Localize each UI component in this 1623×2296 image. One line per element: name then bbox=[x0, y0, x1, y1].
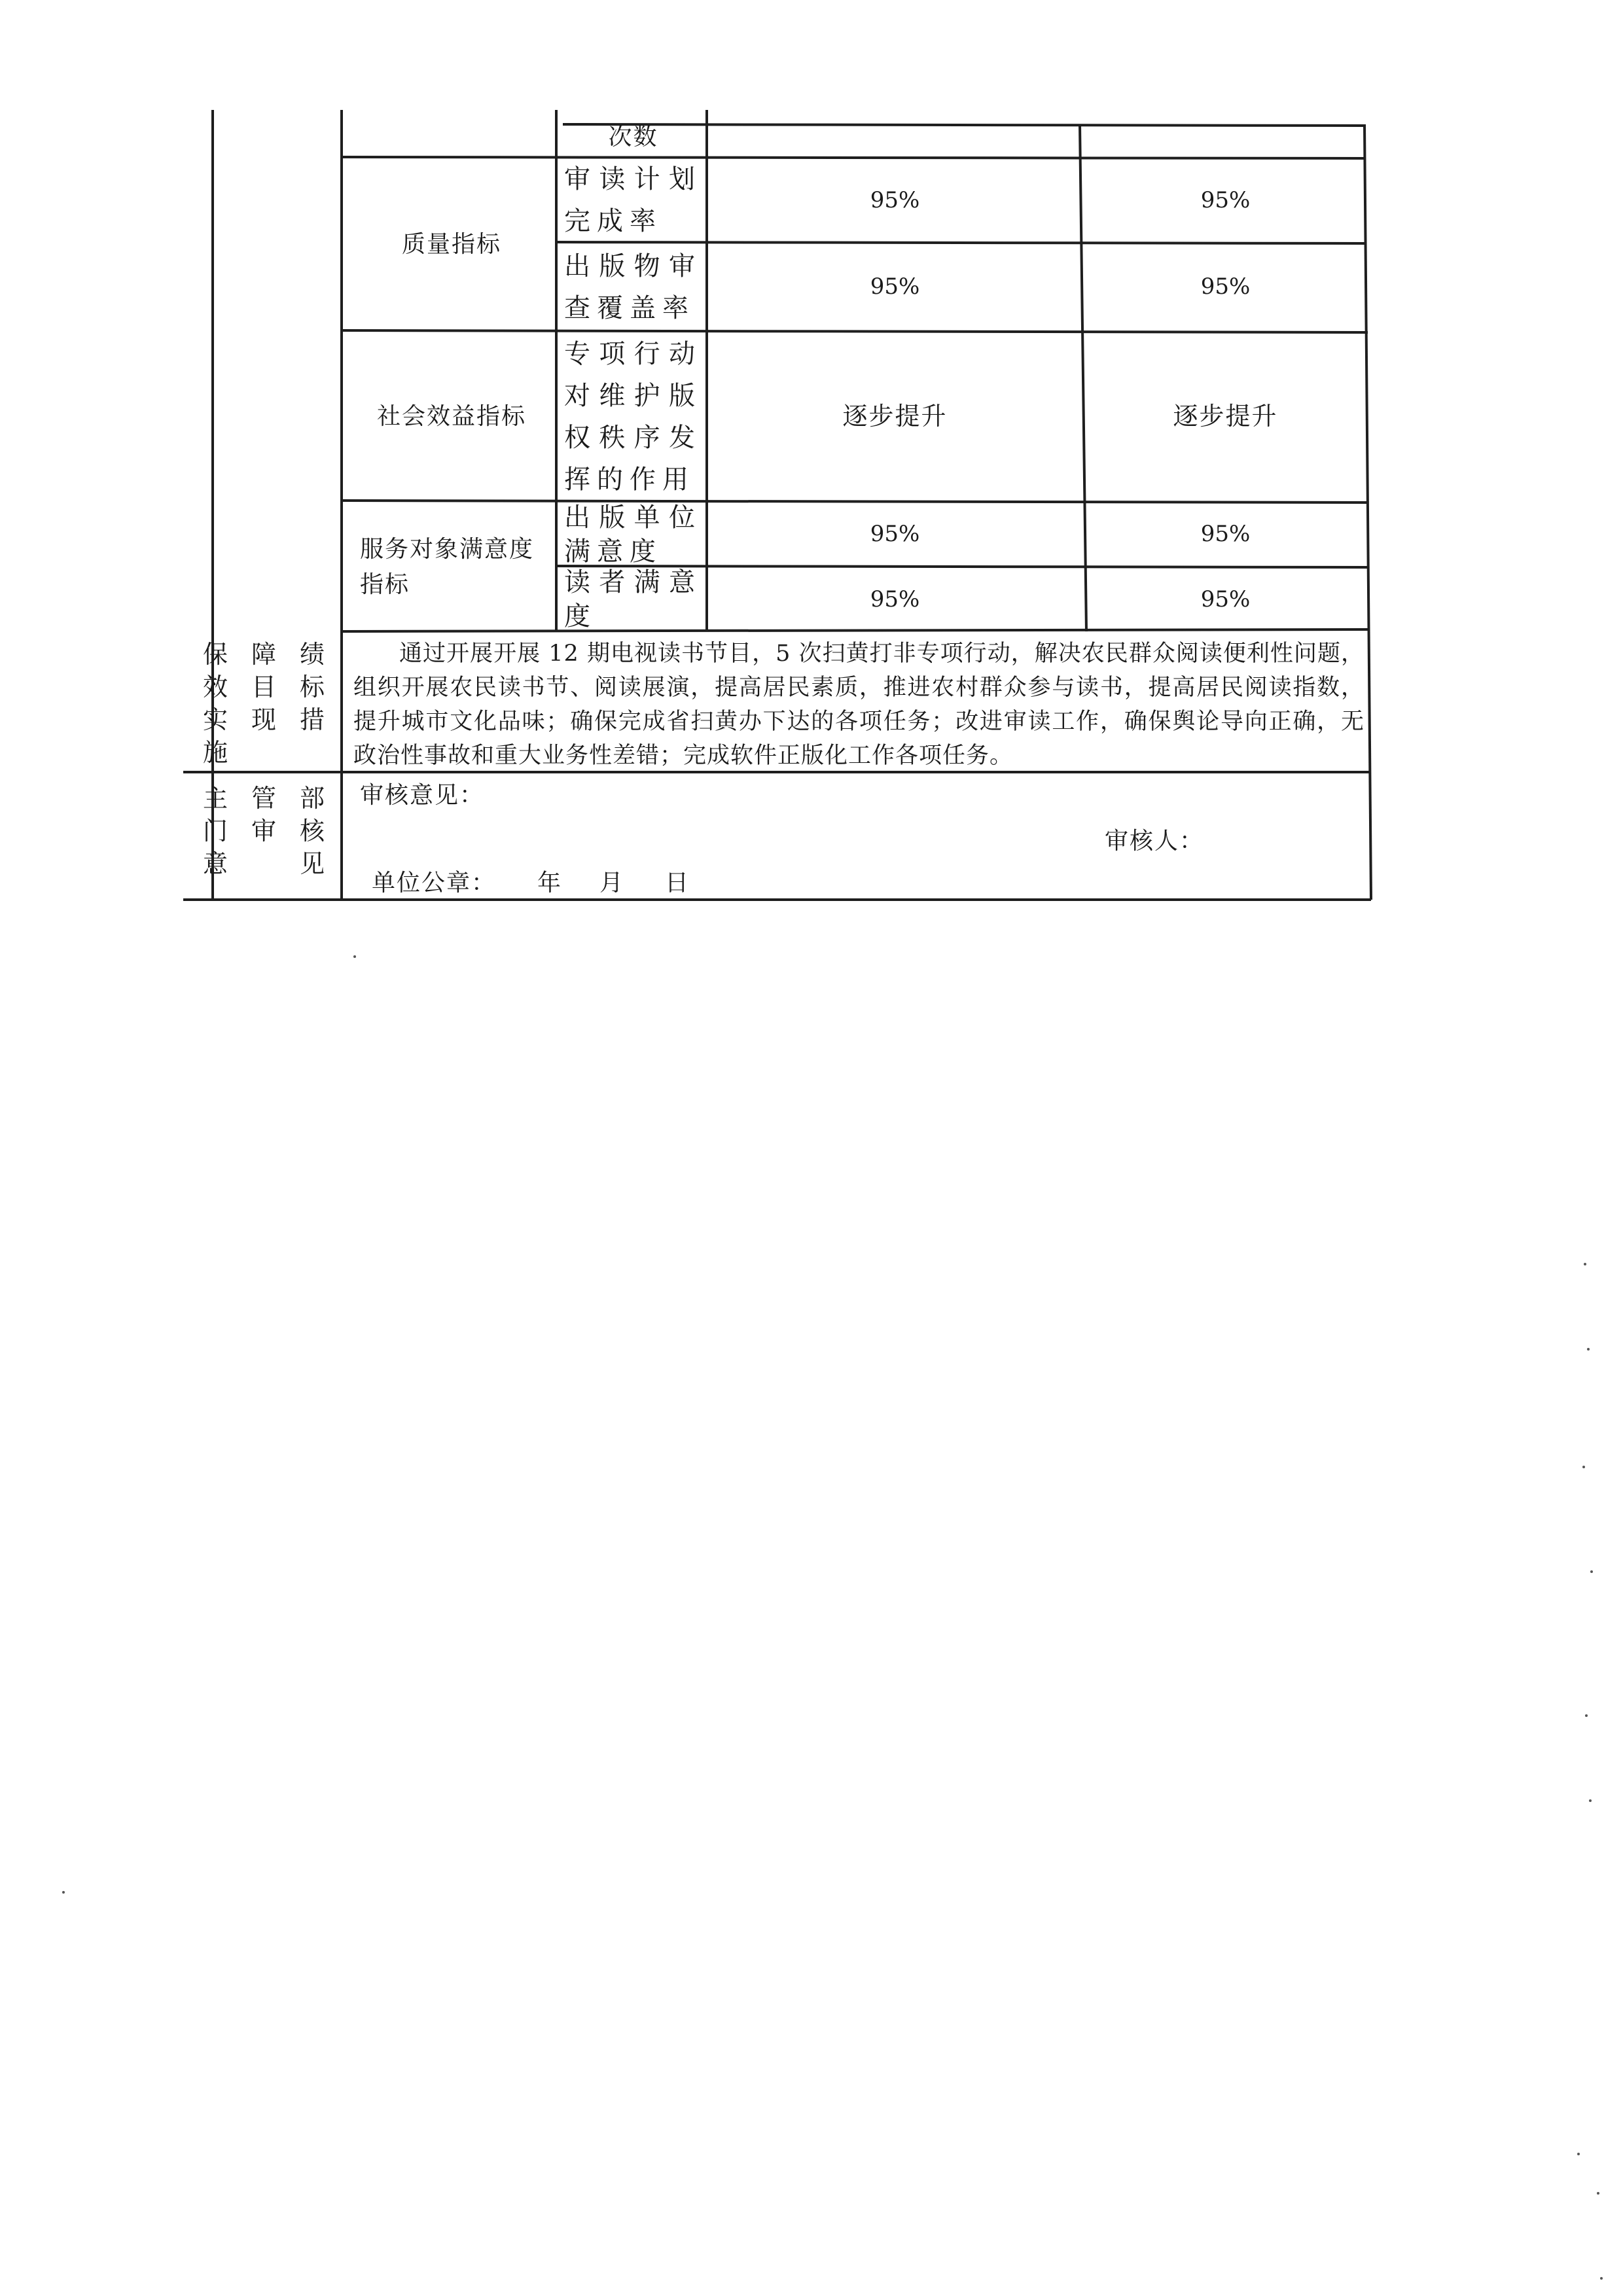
quality-1-value-2: 95% bbox=[1200, 186, 1251, 213]
count-value-2 bbox=[1086, 128, 1364, 157]
year-label: 年 bbox=[537, 870, 562, 896]
quality-1-value-1: 95% bbox=[870, 186, 920, 213]
seal-label: 单位公章： bbox=[372, 870, 497, 896]
count-sub-label: 次数 bbox=[608, 124, 658, 150]
social-sub bbox=[564, 332, 702, 501]
measures-label-text: 保障绩效目标实现措施 bbox=[203, 640, 334, 767]
satisfaction-1-value-2: 95% bbox=[1200, 521, 1251, 547]
satisfaction-sub-2 bbox=[564, 567, 702, 631]
review-label bbox=[200, 784, 337, 878]
month-label: 月 bbox=[599, 870, 624, 896]
satisfaction-sub-1 bbox=[564, 503, 702, 566]
quality-sub-2-text: 出版物审查覆盖率 bbox=[564, 251, 702, 323]
review-label-text: 主管部门审核意见 bbox=[203, 784, 334, 878]
quality-2-value-2: 95% bbox=[1200, 274, 1251, 300]
satisfaction-sub-2-text: 读者满意度 bbox=[564, 567, 702, 631]
reviewer-label: 审核人： bbox=[1105, 828, 1205, 855]
review-opinion: 审核意见： bbox=[360, 782, 485, 809]
quality-sub-1-text: 审读计划完成率 bbox=[564, 164, 702, 236]
measures-text: 通过开展开展 12 期电视读书节目，5 次扫黄打非专项行动，解决农民群众阅读便利性问题，组织开展农民读书节、阅读展演，提高居民素质，推进农村群众参与读书，提高居民阅读指数，提升城市文化品味；确保完成省扫黄办下达的各项任务；改进审读工作，确保舆论导向正确，无政治性事故和重大业务性差错；完成软件正版化工作各项任务。 bbox=[353, 641, 1364, 769]
day-label: 日 bbox=[664, 870, 690, 896]
quality-2-value-1: 95% bbox=[870, 274, 920, 300]
quality-sub-1 bbox=[564, 158, 702, 242]
satisfaction-sub-1-text: 出版单位满意度 bbox=[564, 502, 702, 567]
social-indicator-label: 社会效益指标 bbox=[376, 402, 526, 430]
satisfaction-indicator-label: 服务对象满意度指标 bbox=[360, 535, 535, 598]
satisfaction-1-value-1: 95% bbox=[870, 521, 920, 547]
quality-sub-2 bbox=[564, 243, 702, 330]
quality-indicator-label: 质量指标 bbox=[401, 230, 501, 258]
satisfaction-2-value-1: 95% bbox=[870, 586, 920, 612]
count-value-1 bbox=[710, 128, 1080, 157]
social-value-1: 逐步提升 bbox=[842, 402, 948, 431]
measures-label bbox=[200, 640, 337, 767]
satisfaction-2-value-2: 95% bbox=[1200, 586, 1251, 612]
social-value-2: 逐步提升 bbox=[1173, 402, 1278, 431]
social-sub-text: 专项行动对维护版权秩序发挥的作用 bbox=[564, 338, 702, 495]
